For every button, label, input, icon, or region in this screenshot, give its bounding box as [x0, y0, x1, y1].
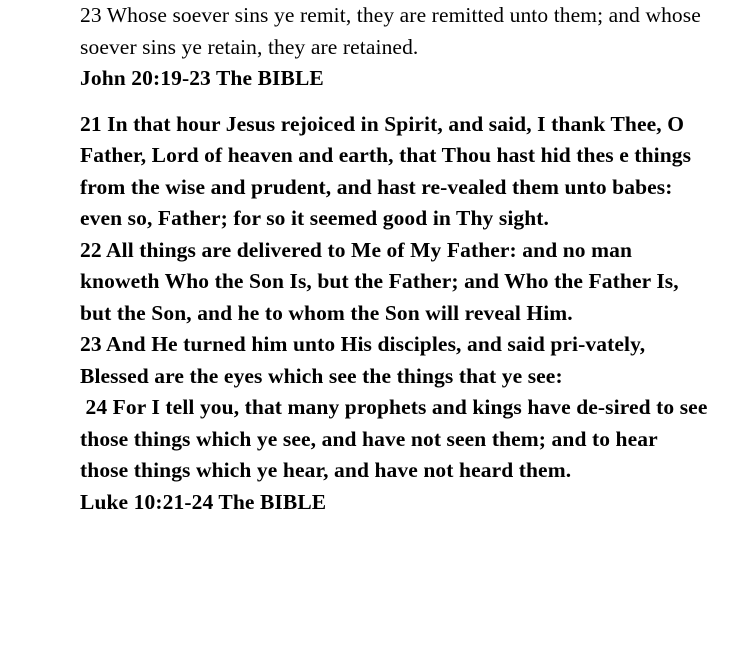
scripture-citation-luke: Luke 10:21-24 The BIBLE	[80, 489, 327, 514]
scripture-paragraph-luke-21: 21 In that hour Jesus rejoiced in Spirit, and said, I thank Thee, O Father, Lord of heaven and earth, that Thou hast hid thes e things from the wise and prudent, and hast re-vealed them unto babes: even so, Father; for so it seemed good in Thy sight.	[80, 111, 697, 230]
scripture-paragraph-luke-22: 22 All things are delivered to Me of My Father: and no man knoweth Who the Son Is, but the Father; and Who the Father Is, but the Son, and he to whom the Son will reveal Him.	[80, 237, 685, 325]
scripture-citation-john: John 20:19-23 The BIBLE	[80, 66, 324, 90]
scripture-paragraph-luke-23: 23 And He turned him unto His disciples, and said pri-vately, Blessed are the eyes which see the things that ye see:	[80, 332, 651, 388]
scripture-paragraph-luke-24: 24 For I tell you, that many prophets and kings have de-sired to see those things which ye see, and have not seen them; and to hear those things which ye hear, and have not heard them.	[80, 395, 713, 482]
scripture-paragraph-john-23: 23 Whose soever sins ye remit, they are remitted unto them; and whose soever sins ye retain, they are retained.	[80, 3, 707, 59]
section-spacer	[80, 95, 710, 109]
